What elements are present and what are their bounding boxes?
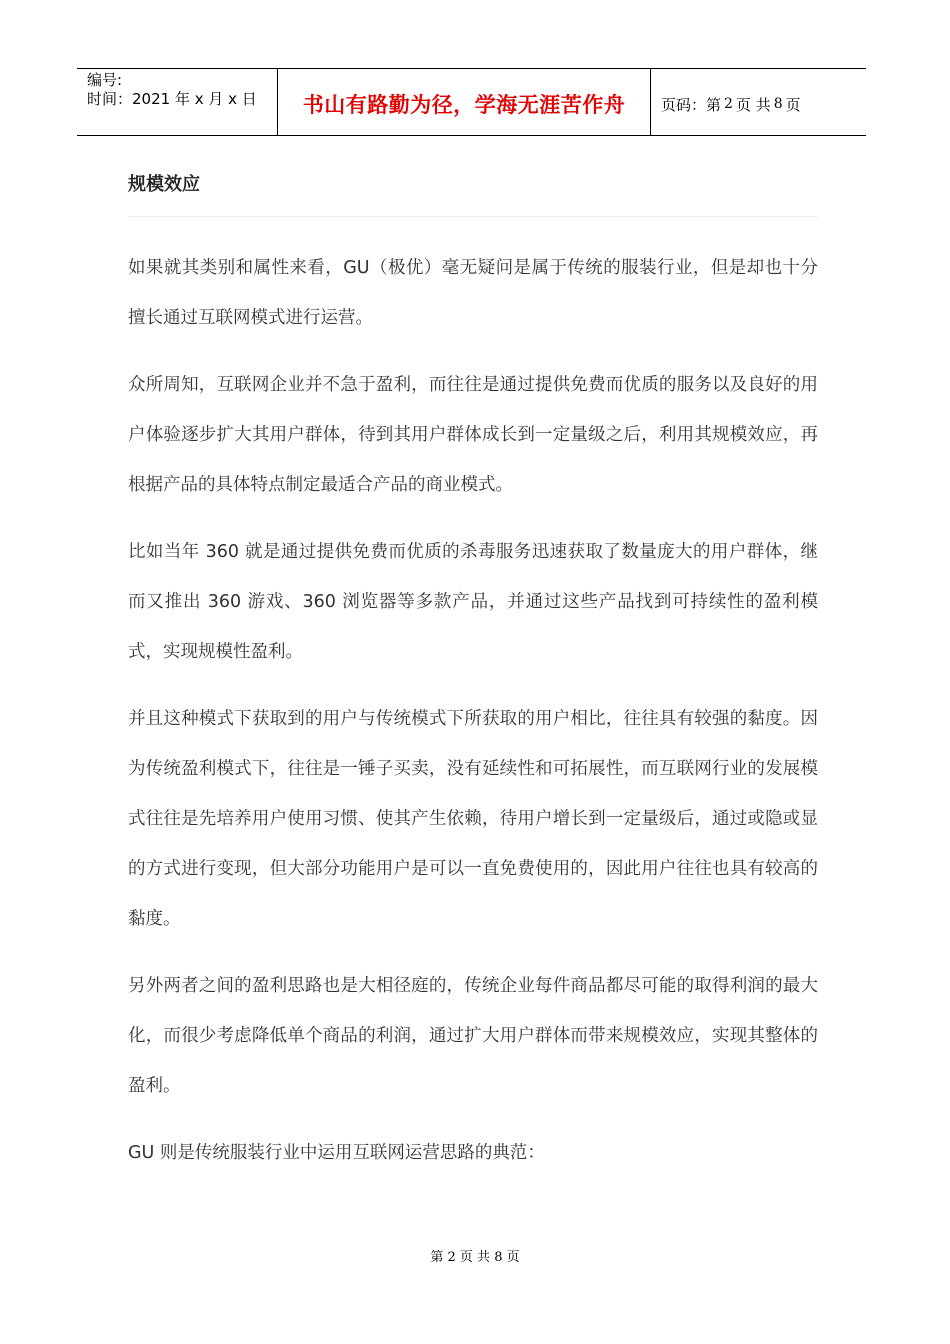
paragraph-2: 众所周知，互联网企业并不急于盈利，而往往是通过提供免费而优质的服务以及良好的用户体验逐步扩大其用户群体，待到其用户群体成长到一定量级之后，利用其规模效应，再根据产品的具体特点制定最适合产品的商业模式。 xyxy=(128,375,818,495)
header-meta xyxy=(77,69,278,135)
page-prefix: 页码：第 xyxy=(661,95,722,114)
page-mid: 页 共 xyxy=(735,95,771,114)
page-suffix: 页 xyxy=(785,95,801,114)
page-current: 2 xyxy=(724,96,733,112)
paragraph-1: 如果就其类别和属性来看，GU（极优）毫无疑问是属于传统的服装行业，但是却也十分擅长通过互联网模式进行运营。 xyxy=(128,258,818,328)
paragraph-6: GU 则是传统服装行业中运用互联网运营思路的典范： xyxy=(128,1143,545,1163)
document-number-label: 编号: xyxy=(87,71,123,89)
document-body xyxy=(128,160,818,1195)
section-divider xyxy=(128,216,818,217)
page-total: 8 xyxy=(773,96,783,112)
header-page-number xyxy=(651,69,866,135)
paragraph-3: 比如当年 360 就是通过提供免费而优质的杀毒服务迅速获取了数量庞大的用户群体，继而又推出 360 游戏、360 浏览器等多款产品，并通过这些产品找到可持续性的盈利模式，实现规模性盈利。 xyxy=(128,542,818,662)
page-header xyxy=(77,68,866,136)
paragraph-4: 并且这种模式下获取到的用户与传统模式下所获取的用户相比，往往具有较强的黏度。因为传统盈利模式下，往往是一锤子买卖，没有延续性和可拓展性，而互联网行业的发展模式往往是先培养用户使用习惯、使其产生依赖，待用户增长到一定量级后，通过或隐或显的方式进行变现，但大部分功能用户是可以一直免费使用的，因此用户往往也具有较高的黏度。 xyxy=(128,709,818,929)
page-footer: 第 2 页 共 8 页 xyxy=(430,1250,520,1265)
paragraph-5: 另外两者之间的盈利思路也是大相径庭的，传统企业每件商品都尽可能的取得利润的最大化，而很少考虑降低单个商品的利润，通过扩大用户群体而带来规模效应，实现其整体的盈利。 xyxy=(128,976,818,1096)
document-date: 时间：2021 年 x 月 x 日 xyxy=(87,90,257,108)
section-title: 规模效应 xyxy=(128,174,200,195)
header-motto: 书山有路勤为径，学海无涯苦作舟 xyxy=(278,69,651,135)
